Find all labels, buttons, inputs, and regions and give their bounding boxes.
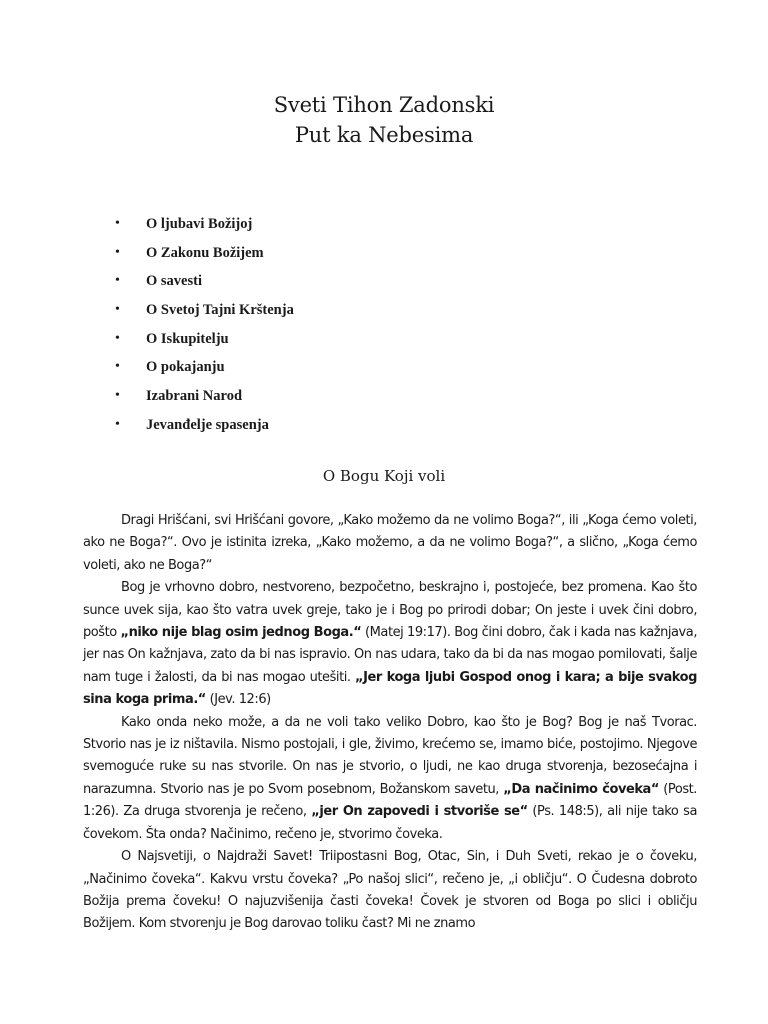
- toc-link-o-ljubavi-bozijoj[interactable]: O ljubavi Božijoj: [146, 216, 253, 232]
- toc-link-o-iskupitelju[interactable]: O Iskupitelju: [146, 330, 229, 347]
- paragraph: [83, 577, 697, 711]
- toc-link-o-svetoj-tajni-krstenja[interactable]: O Svetoj Tajni Krštenja: [146, 302, 294, 319]
- document-title: Sveti Tihon Zadonski: [273, 93, 495, 117]
- body-text: [83, 510, 697, 936]
- section-title: O Bogu Koji voli: [322, 467, 446, 485]
- text-run: Kako onda neko može, a da ne voli tako veliko Dobro, kao što je Bog? Bog je naš Tvorac. Stvorio nas je iz ništavila. Nismo postojali, i gle, živimo, krećemo se, imamo biće, postojimo. Njegove svemoguće ruke su nas stvorile. On nas je stvorio, o ljudi, ne kao druga stvorenja, bezosećajna i narazumna. Stvorio nas je po Svom posebnom, Božanskom savetu,: [83, 714, 697, 797]
- document-subtitle: Put ka Nebesima: [294, 123, 474, 147]
- text-run: (Jev. 12:6): [205, 692, 271, 708]
- toc-link-o-zakonu-bozijem[interactable]: O Zakonu Božijem: [146, 244, 264, 261]
- toc-link-o-pokajanju[interactable]: O pokajanju: [146, 359, 225, 376]
- scripture-quote: „jer On zapovedi i stvoriše se“: [311, 804, 528, 820]
- scripture-quote: „Da načinimo čoveka“: [503, 781, 659, 797]
- paragraph: Dragi Hrišćani, svi Hrišćani govore, „Kako možemo da ne volimo Boga?“, ili „Koga ćemo voleti, ako ne Boga?“. Ovo je istinita izreka, „Kako možemo, a da ne volimo Boga?“, a slično, „Koga ćemo voleti, ako ne Boga?“: [83, 513, 697, 573]
- toc-item: [112, 411, 294, 440]
- text-run: (Post. 1:26). Za druga stvorenja je rečeno,: [83, 781, 697, 820]
- toc-item: [112, 325, 294, 354]
- scripture-quote: „Jer koga ljubi Gospod onog i kara; a bije svakog sina koga prima.“: [83, 669, 697, 708]
- toc-item: [112, 296, 294, 325]
- toc-item: [112, 210, 294, 239]
- table-of-contents: [112, 210, 294, 440]
- toc-item: [112, 239, 294, 268]
- paragraph: [83, 712, 697, 846]
- text-run: Bog je vrhovno dobro, nestvoreno, bezpočetno, beskrajno i, postojeće, bez promena. Kao što sunce uvek sija, kao što vatra uvek greje, tako je i Bog po prirodi dobar; On jeste i uvek čini dobro, pošto: [83, 580, 697, 641]
- scripture-quote: „niko nije blag osim jednog Boga.“: [120, 625, 362, 641]
- paragraph: O Najsvetiji, o Najdraži Savet! Triipostasni Bog, Otac, Sin, i Duh Sveti, rekao je o čoveku, „Načinimo čoveka“. Kakvu vrstu čoveka? „Po našoj slici“, rečeno je, „i obličju“. O Čudesna dobroto Božija prema čoveku! O najuzvišenija časti čoveka! Čovek je stvoren od Boga po slici i obličju Božijem. Kom stvorenju je Bog darovao toliku čast? Mi ne znamo: [83, 849, 697, 932]
- toc-link-izabrani-narod[interactable]: Izabrani Narod: [146, 388, 243, 405]
- toc-link-jevandjelje-spasenja[interactable]: Jevanđelje spasenja: [146, 416, 269, 433]
- toc-item: [112, 353, 294, 382]
- toc-link-o-savesti[interactable]: O savesti: [146, 273, 202, 290]
- toc-item: [112, 267, 294, 296]
- toc-item: [112, 382, 294, 411]
- text-run: (Ps. 148:5), ali nije tako sa čovekom. Šta onda? Načinimo, rečeno je, stvorimo čoveka.: [83, 804, 697, 842]
- text-run: (Matej 19:17). Bog čini dobro, čak i kada nas kažnjava, jer nas On kažnjava, zato da bi nas ispravio. On nas udara, tako da bi da nas mogao pomilovati, šalje nam tuge i žalosti, da bi nas mogao utešiti.: [83, 625, 697, 685]
